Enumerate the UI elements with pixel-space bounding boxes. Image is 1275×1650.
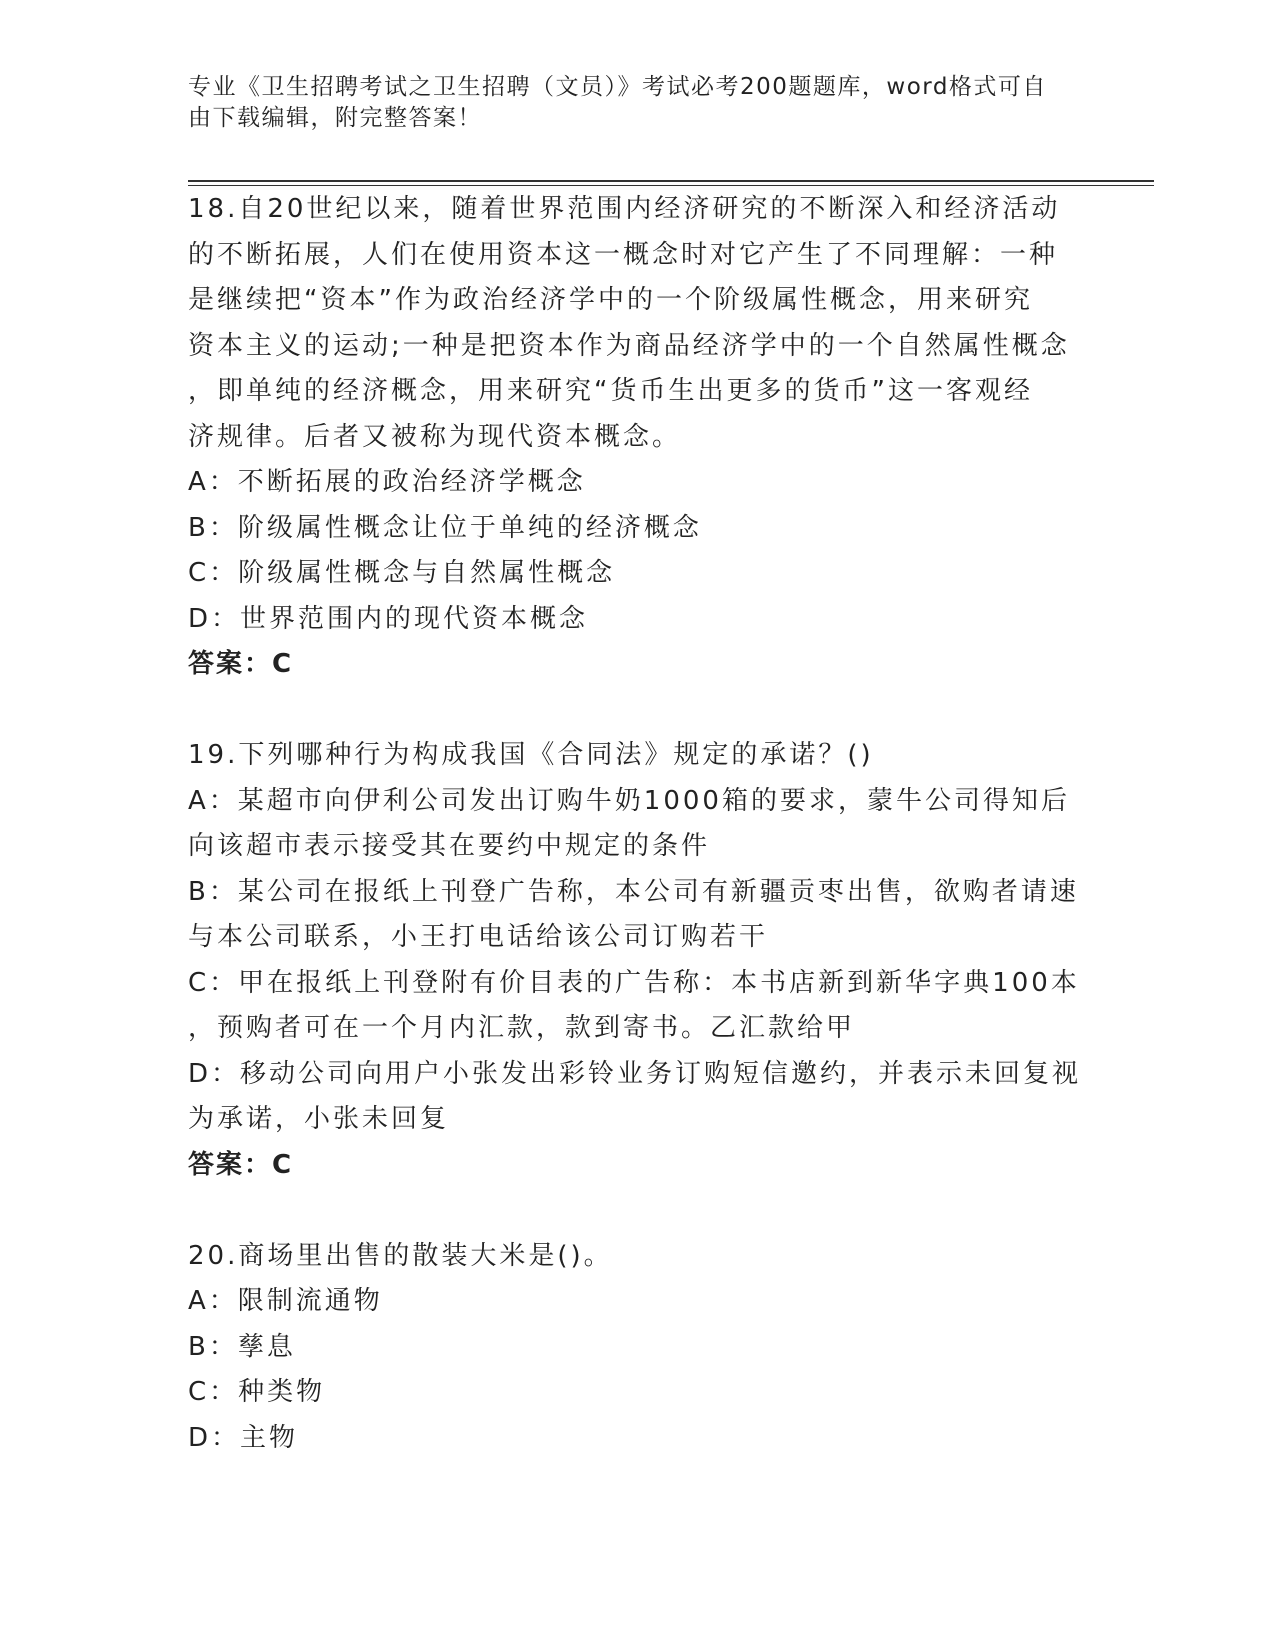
question-19 <box>188 733 1082 1188</box>
option-c: C：种类物 <box>188 1377 326 1407</box>
question-text-line: 的不断拓展，人们在使用资本这一概念时对它产生了不同理解：一种 <box>188 239 1059 270</box>
question-spacer <box>188 1188 1078 1234</box>
header-line-1: 专业《卫生招聘考试之卫生招聘（文员）》考试必考200题题库，word格式可自 <box>188 74 1047 100</box>
option-d: D：移动公司向用户小张发出彩铃业务订购短信邀约，并表示未回复视 <box>188 1058 1082 1089</box>
option-d: D：世界范围内的现代资本概念 <box>188 603 589 634</box>
question-text-line: 20.商场里出售的散装大米是()。 <box>188 1240 613 1271</box>
option-d-continued: 为承诺，小张未回复 <box>188 1104 450 1134</box>
answer-line: 答案：C <box>188 1149 294 1180</box>
option-c: C：阶级属性概念与自然属性概念 <box>188 558 616 588</box>
question-text-line: ，即单纯的经济概念，用来研究“货币生出更多的货币”这一客观经 <box>188 376 1033 406</box>
header-rule-thin <box>188 185 1154 186</box>
question-20 <box>188 1234 1078 1462</box>
option-b-continued: 与本公司联系，小王打电话给该公司订购若干 <box>188 922 769 952</box>
question-text-line: 18.自20世纪以来，随着世界范围内经济研究的不断深入和经济活动 <box>188 194 1061 224</box>
option-b: B：某公司在报纸上刊登广告称，本公司有新疆贡枣出售，欲购者请速 <box>188 876 1079 907</box>
question-text-line: 19.下列哪种行为构成我国《合同法》规定的承诺？() <box>188 740 874 770</box>
question-list <box>188 187 1082 1461</box>
option-b: B：孳息 <box>188 1331 296 1362</box>
option-a: A：某超市向伊利公司发出订购牛奶1000箱的要求，蒙牛公司得知后 <box>188 785 1070 816</box>
document-header <box>188 72 1068 134</box>
answer-line: 答案：C <box>188 649 294 679</box>
option-c-continued: ，预购者可在一个月内汇款，款到寄书。乙汇款给甲 <box>188 1013 856 1043</box>
question-text-line: 资本主义的运动;一种是把资本作为商品经济学中的一个自然属性概念 <box>188 330 1070 361</box>
option-d: D：主物 <box>188 1422 299 1453</box>
option-a: A：不断拓展的政治经济学概念 <box>188 467 586 497</box>
question-18 <box>188 187 1078 688</box>
option-a-continued: 向该超市表示接受其在要约中规定的条件 <box>188 831 711 861</box>
header-line-2: 由下载编辑，附完整答案！ <box>188 105 482 131</box>
question-text-line: 是继续把“资本”作为政治经济学中的一个阶级属性概念，用来研究 <box>188 285 1033 315</box>
header-rule-thick <box>188 180 1154 182</box>
option-a: A：限制流通物 <box>188 1286 383 1316</box>
question-text-line: 济规律。后者又被称为现代资本概念。 <box>188 421 682 452</box>
question-spacer <box>188 688 1078 734</box>
option-c: C：甲在报纸上刊登附有价目表的广告称：本书店新到新华字典100本 <box>188 967 1080 998</box>
option-b: B：阶级属性概念让位于单纯的经济概念 <box>188 512 702 543</box>
